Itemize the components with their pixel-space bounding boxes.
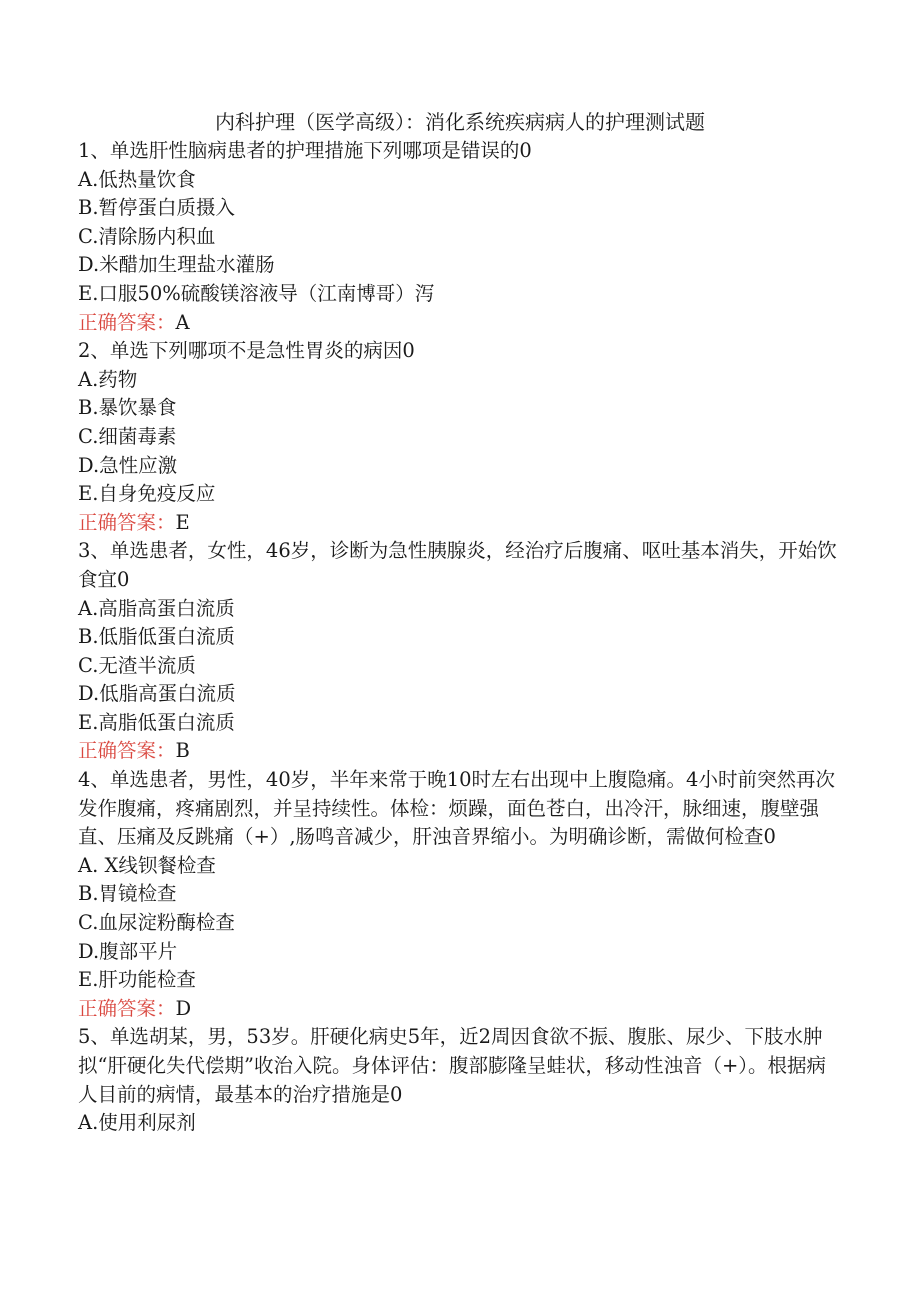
correct-answer [78, 995, 838, 1024]
question-stem: 4、单选患者，男性，40岁，半年来常于晚10时左右出现中上腹隐痛。4小时前突然再次发作腹痛，疼痛剧烈，并呈持续性。体检：烦躁，面色苍白，出冷汗，脉细速，腹壁强直、压痛及反跳痛（+）,肠鸣音减少，肝浊音界缩小。为明确诊断，需做何检查0 [78, 768, 835, 849]
answer-value: B [175, 739, 190, 763]
option-e: E.自身免疫反应 [78, 482, 216, 506]
correct-answer [78, 509, 838, 538]
option-d: D.腹部平片 [78, 939, 178, 963]
question-stem: 1、单选肝性脑病患者的护理措施下列哪项是错误的0 [78, 139, 532, 162]
answer-value: A [175, 310, 190, 334]
option-c: C.血尿淀粉酶检查 [78, 911, 235, 935]
question-stem: 5、单选胡某，男，53岁。肝硬化病史5年，近2周因食欲不振、腹胀、尿少、下肢水肿拟“肝硬化失代偿期”收治入院。身体评估：腹部膨隆呈蛙状，移动性浊音（+）。根据病人目前的病情，最基本的治疗措施是0 [78, 1025, 827, 1106]
option-e: E.口服50%硫酸镁溶液导（江南博哥）泻 [78, 281, 435, 305]
question-1 [78, 137, 838, 337]
answer-value: E [175, 510, 190, 534]
question-stem: 2、单选下列哪项不是急性胃炎的病因0 [78, 339, 415, 363]
option-c: C.细菌毒素 [78, 424, 177, 448]
question-4 [78, 766, 838, 1023]
option-b: B.暴饮暴食 [78, 396, 177, 420]
answer-value: D [175, 996, 192, 1020]
correct-answer [78, 309, 838, 338]
option-d: D.米醋加生理盐水灌肠 [78, 253, 275, 277]
question-2 [78, 337, 838, 537]
answer-label: 正确答案： [78, 996, 176, 1020]
correct-answer [78, 737, 838, 766]
option-b: B.暂停蛋白质摄入 [78, 196, 236, 220]
option-a: A.高脂高蛋白流质 [78, 596, 235, 620]
option-e: E.肝功能检查 [78, 968, 196, 992]
question-list [78, 137, 838, 1138]
question-3 [78, 537, 838, 766]
document-title: 内科护理（医学高级）：消化系统疾病病人的护理测试题 [215, 110, 705, 134]
option-e: E.高脂低蛋白流质 [78, 710, 235, 734]
option-d: D.低脂高蛋白流质 [78, 682, 236, 706]
question-stem: 3、单选患者，女性，46岁，诊断为急性胰腺炎，经治疗后腹痛、呕吐基本消失，开始饮食宜0 [78, 539, 837, 591]
option-c: C.无渣半流质 [78, 653, 196, 677]
option-c: C.清除肠内积血 [78, 224, 216, 248]
option-a: A. X线钡餐检查 [78, 853, 216, 877]
option-b: B.低脂低蛋白流质 [78, 625, 236, 649]
option-a: A.低热量饮食 [78, 167, 196, 191]
answer-label: 正确答案： [78, 310, 176, 334]
question-5 [78, 1023, 838, 1137]
option-d: D.急性应激 [78, 453, 178, 477]
option-b: B.胃镜检查 [78, 882, 177, 906]
answer-label: 正确答案： [78, 739, 176, 763]
option-a: A.药物 [78, 367, 138, 391]
answer-label: 正确答案： [78, 510, 176, 534]
option-a: A.使用利尿剂 [78, 1111, 196, 1135]
